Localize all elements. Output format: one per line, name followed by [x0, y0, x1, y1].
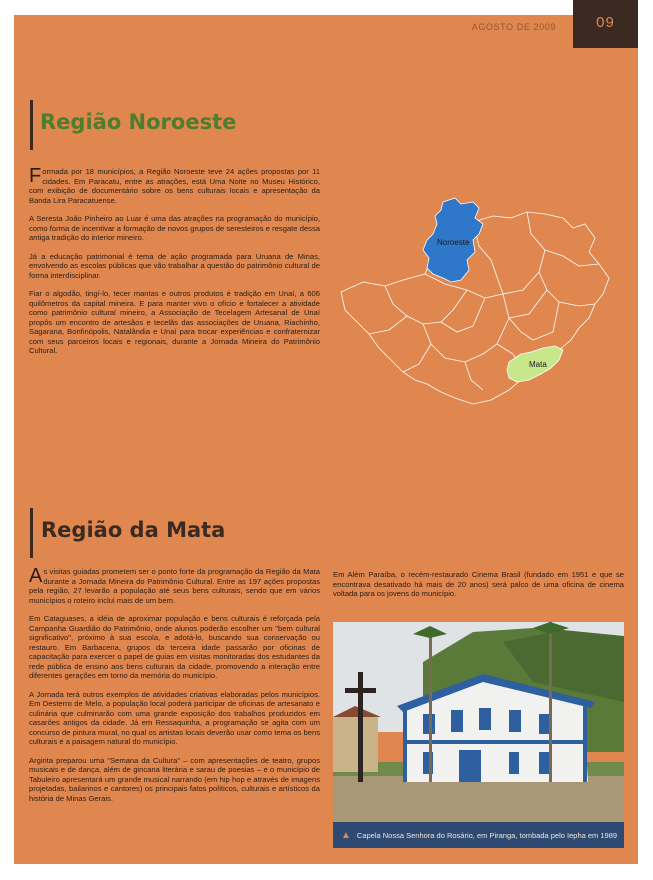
- page-number: 09: [596, 14, 615, 31]
- article-noroeste: [29, 167, 320, 365]
- section-title-mata: Região da Mata: [41, 518, 226, 542]
- paragraph: [29, 567, 320, 605]
- paragraph: Em Além Paraíba, o recém-restaurado Cinema Brasil (fundado em 1951 e que se encontrava desativado há mais de 20 anos) será palco de uma oficina de cinema voltada para os jovens do município.: [333, 570, 624, 598]
- paragraph: Fiar o algodão, tingí-lo, tecer mantas e outros produtos é tradição em Unaí, a 606 quilômetros da capital mineira. E para manter vivo o ofício e fortalecer a atividade como patrimônio cultural mineiro, a Associação de Tecelagem Artesanal de Unaí propôs um encontro de artesãos e tecelãs das associações de Uruana, Riachinho, Sagarana, Bonfinópolis, Natalândia e Unaí para trocar experiências e confraternizar com seus parceiros locais e regionais, durante a Jornada Mineira do Patrimônio Cultural.: [29, 289, 320, 355]
- photo-caption-bar: [333, 822, 624, 848]
- article-mata-left: [29, 567, 320, 812]
- paragraph: Em Cataguases, a idéia de aproximar população e bens culturais é reforçada pela Campanha Guardião do Patrimônio, onde alunos poderão escolher um "bem cultural significativo", próximo à sua escola, e adotá-lo, buscando sua conservação ou restauro. Em Barbacena, grupos da terceira idade passarão por oficinas de capacitação para exercer o papel de guias em visitas monitoradas dos estudantes da rede pública de ensino aos bens culturais da cidade, promovendo a interação entre diferentes gerações em torno da memória do município.: [29, 614, 320, 680]
- minas-gerais-map: [333, 194, 623, 406]
- article-mata-right: [333, 570, 624, 608]
- drop-cap: A: [29, 565, 43, 587]
- map-label-mata: Mata: [529, 360, 547, 369]
- triangle-up-icon: ▲: [341, 829, 351, 841]
- paragraph: Argirita preparou uma "Semana da Cultura" – com apresentações de teatro, grupos musicais e de dança, além de gincana literária e sarau de poesias – e o município de Tabuleiro apresentará um grande musical narrando (em hip hop e através de imagens projetadas, bailarinos e cantores) os principais fatos políticos, culturais e artísticos da história de Minas Gerais.: [29, 755, 320, 803]
- section-title-noroeste: Região Noroeste: [40, 110, 237, 134]
- paragraph-text: s visitas guiadas prometem ser o ponto forte da programação da Região da Mata durante a Jornada Mineira do Patrimônio Cultural. Entre as 197 ações propostas pela região, 27 levarão a população até seus bens culturais, sendo que em vários municípios o roteiro inclui mais de um bem.: [29, 567, 320, 605]
- drop-cap: F: [29, 165, 42, 187]
- chapel-photo: [333, 622, 624, 848]
- title-accent-bar: [30, 100, 33, 150]
- paragraph-text: ormada por 18 municípios, a Região Noroeste teve 24 ações propostas por 11 cidades. Em Paracatu, entre as atrações, está Uma Noite no Museu Histórico, com exibição de documentário sobre os bens culturais locais e apresentação da Banda Lira Paracatuense.: [29, 167, 320, 205]
- map-label-noroeste: Noroeste: [437, 238, 470, 247]
- paragraph: Já a educação patrimonial é tema de ação programada para Uruana de Minas, envolvendo as escolas públicas que vão trabalhar a questão do patrimônio cultural de forma interdisciplinar.: [29, 251, 320, 280]
- paragraph: [29, 167, 320, 205]
- page-number-box: [573, 0, 638, 48]
- paragraph: A Seresta João Pinheiro ao Luar é uma das atrações na programação do município, como forma de incentivar a formação de novos grupos de seresteiros e resgate dessa antiga tradição do interior mineiro.: [29, 214, 320, 242]
- title-accent-bar: [30, 508, 33, 558]
- paragraph: A Jornada terá outros exemplos de atividades criativas elaboradas pelos municípios. Em Desterro de Melo, a população local poderá participar de oficinas de artesanato e culinária que culminarão com uma grande exposição dos trabalhos produzidos em casarões antigos da cidade. Já em Ressaquinha, a programação se agita com um concurso de pintura mural, no qual os artistas locais deverão usar como tema os bens culturais e a paisagem natural do município.: [29, 689, 320, 746]
- chapel-illustration: [333, 622, 624, 848]
- issue-date: AGOSTO DE 2009: [471, 22, 556, 32]
- photo-caption: Capela Nossa Senhora do Rosário, em Piranga, tombada pelo Iepha em 1989: [356, 830, 618, 840]
